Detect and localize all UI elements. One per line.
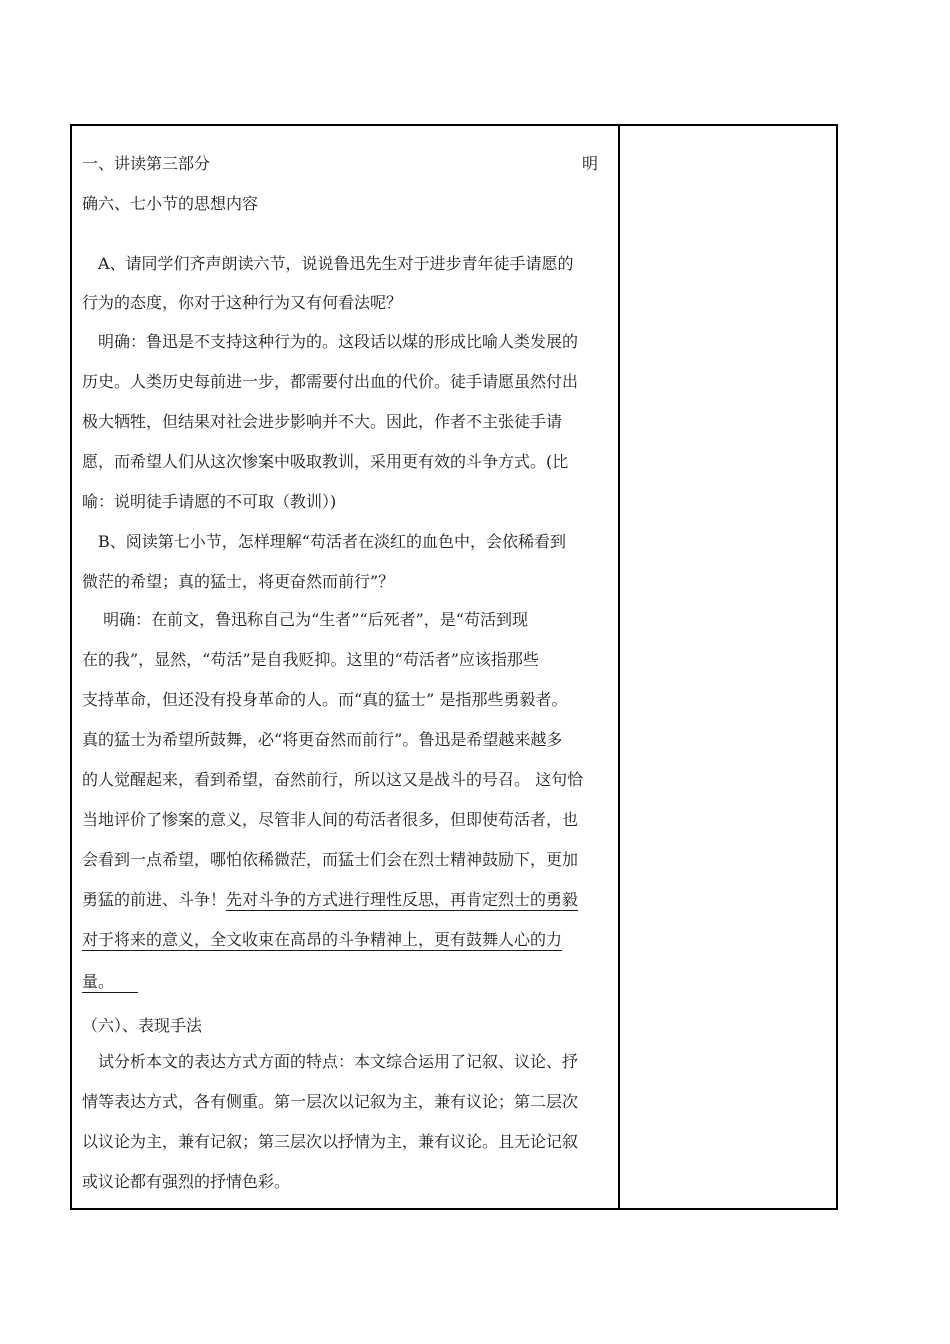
- underlined-emphasis: 量。: [82, 972, 139, 991]
- question-a-line: 行为的态度，你对于这种行为又有何看法呢？: [82, 293, 403, 312]
- answer-b-line: 明确：在前文，鲁迅称自己为“生者”“后死者”，是“苟活到现: [82, 610, 528, 629]
- underlined-emphasis: 先对斗争的方式进行理性反思，再肯定烈士的勇毅: [226, 890, 579, 909]
- answer-b-line: 在的我”，显然，“苟活”是自我贬抑。这里的“苟活者”应该指那些: [82, 650, 539, 669]
- answer-b-line: 的人觉醒起来，看到希望，奋然前行，所以这又是战斗的号召。 这句恰: [82, 770, 584, 789]
- answer-b-line: 真的猛士为希望所鼓舞，必“将更奋然而前行”。鲁迅是希望越来越多: [82, 730, 563, 749]
- answer-a-line: 极大牺牲，但结果对社会进步影响并不大。因此，作者不主张徒手请: [82, 412, 563, 431]
- analysis-line: 情等表达方式，各有侧重。第一层次以记叙为主，兼有议论；第二层次: [82, 1092, 579, 1111]
- answer-b-line: 当地评价了惨案的意义，尽管非人间的苟活者很多，但即使苟活者，也: [82, 810, 579, 829]
- answer-a-line: 明确：鲁迅是不支持这种行为的。这段话以煤的形成比喻人类发展的: [82, 332, 579, 351]
- answer-b-mixed-line: [82, 890, 612, 910]
- section-six-heading: （六）、表现手法: [82, 1016, 203, 1035]
- answer-b-text: 勇猛的前进、斗争！: [82, 890, 227, 909]
- section-heading-tail: 明: [581, 154, 598, 173]
- analysis-line: 或议论都有强烈的抒情色彩。: [82, 1172, 291, 1191]
- underlined-emphasis: 对于将来的意义，全文收束在高昂的斗争精神上，更有鼓舞人心的力: [82, 930, 563, 949]
- section-heading: [82, 154, 612, 174]
- answer-a-line: 历史。人类历史每前进一步，都需要付出血的代价。徒手请愿虽然付出: [82, 372, 579, 391]
- section-heading-continued: 确六、七小节的思想内容: [82, 194, 259, 213]
- question-a-line: A、请同学们齐声朗读六节，说说鲁迅先生对于进步青年徒手请愿的: [82, 254, 574, 273]
- question-b-line: B、阅读第七小节，怎样理解“苟活者在淡红的血色中，会依稀看到: [82, 532, 566, 551]
- answer-a-line: 愿，而希望人们从这次惨案中吸取教训，采用更有效的斗争方式。(比: [82, 452, 569, 471]
- document-table: [70, 124, 838, 1210]
- analysis-line: 试分析本文的表达方式方面的特点：本文综合运用了记叙、议论、抒: [82, 1052, 579, 1071]
- section-heading-text: 一、讲读第三部分: [82, 154, 211, 173]
- question-b-line: 微茫的希望；真的猛士，将更奋然而前行”？: [82, 572, 395, 591]
- answer-a-line: 喻：说明徒手请愿的不可取（教训）): [82, 492, 337, 511]
- answer-b-line: 支持革命，但还没有投身革命的人。而“真的猛士” 是指那些勇毅者。: [82, 690, 568, 709]
- answer-b-line: 会看到一点希望，哪怕依稀微茫，而猛士们会在烈士精神鼓励下，更加: [82, 850, 579, 869]
- notes-column: [618, 126, 620, 1208]
- analysis-line: 以议论为主，兼有记叙；第三层次以抒情为主，兼有议论。且无论记叙: [82, 1132, 579, 1151]
